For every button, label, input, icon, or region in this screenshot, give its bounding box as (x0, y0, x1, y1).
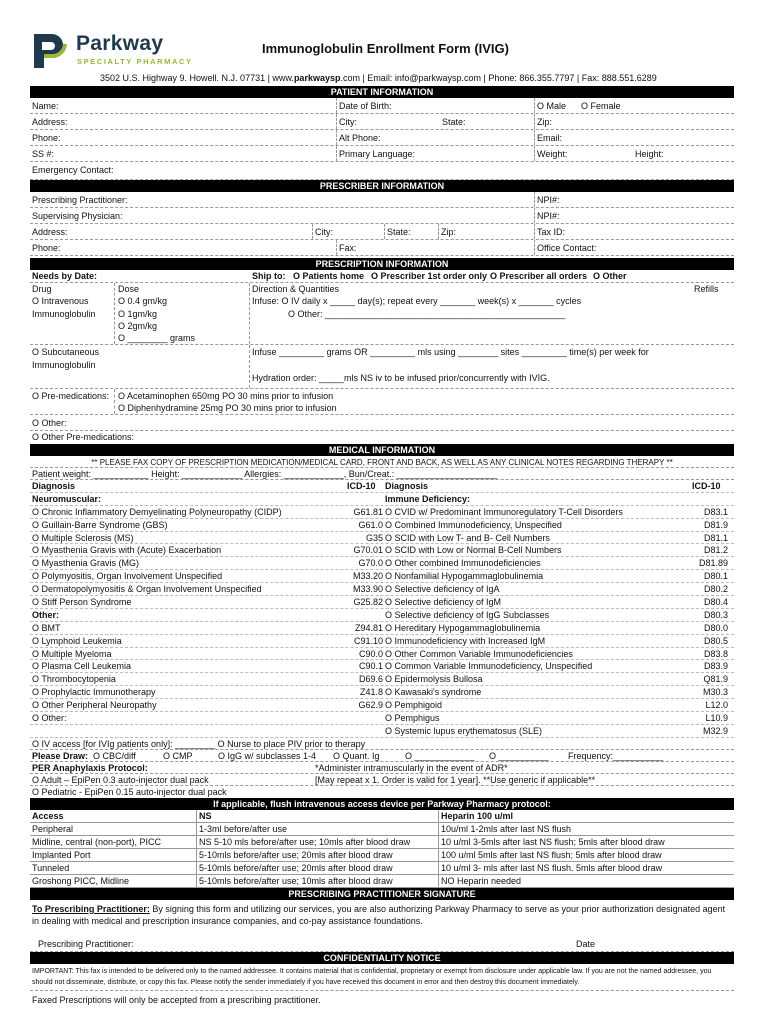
npi-field-1[interactable]: NPI#: (537, 195, 560, 205)
patient-row-3 (30, 130, 734, 146)
right-icd: Q81.9 (703, 674, 728, 685)
dose-2g-radio[interactable]: O 2gm/kg (118, 321, 158, 331)
heparin-instruction: 100 u/ml 5mls after last NS flush; 5mls after blood draw (441, 849, 662, 860)
sc-drug-label: Immunoglobulin (32, 360, 96, 370)
dose-grams-radio[interactable]: O ________ grams (118, 333, 196, 343)
left-diagnosis[interactable]: O Multiple Sclerosis (MS) (32, 532, 134, 543)
draw-other-2[interactable]: O __________ (489, 750, 549, 761)
tax-id-field[interactable]: Tax ID: (537, 227, 566, 237)
other-field[interactable]: O Other: (32, 418, 67, 428)
anaphylaxis-note-2: [May repeat x 1. Order is valid for 1 year]. **Use generic if applicable** (315, 774, 596, 785)
flush-section-header: If applicable, flush intravenous access device per Parkway Pharmacy protocol: (30, 798, 734, 810)
ns-instruction: 5-10mls before/after use; 10mls after blood draw (199, 875, 393, 886)
right-diagnosis[interactable]: O Selective deficiency of IgG Subclasses (385, 609, 550, 620)
iv-access-row (30, 738, 734, 750)
diagnosis-row (30, 609, 734, 622)
anaphylaxis-note-1: *Administer intramuscularly in the event of ADR* (315, 762, 508, 773)
anaphylaxis-row-3 (30, 786, 734, 798)
epipen-pediatric-radio[interactable]: O Pediatric - EpiPen 0.15 auto-injector dual pack (32, 786, 227, 797)
right-diagnosis[interactable]: O Immunodeficiency with Increased IgM (385, 635, 546, 646)
diag-category-row (30, 493, 734, 506)
pharmacy-address: 3502 U.S. Highway 9. Howell. N.J. 07731 | www.parkwaysp.com | Email: info@parkwaysp.com | Phone: 866.355.7797 | Fax: 888.551.6289 (100, 73, 657, 83)
right-diagnosis[interactable]: O Systemic lupus erythematosus (SLE) (385, 725, 543, 736)
premed-diphenhydramine[interactable]: O Diphenhydramine 25mg PO 30 mins prior to infusion (118, 403, 337, 413)
height-field[interactable]: Height: (635, 149, 664, 159)
right-icd: L10.9 (705, 713, 728, 724)
right-icd: D81.9 (703, 519, 728, 530)
left-diagnosis[interactable]: O Myasthenia Gravis (MG) (32, 558, 140, 569)
flush-col-heparin: Heparin 100 u/ml (441, 810, 514, 821)
diagnosis-row (30, 673, 734, 686)
diagnosis-row (30, 622, 734, 635)
left-icd: M33.90 (352, 584, 383, 595)
left-icd: Z94.81 (354, 622, 383, 633)
right-icd: D81.1 (703, 532, 728, 543)
flush-table-row (30, 823, 734, 836)
anaphylaxis-label: PER Anaphylaxis Protocol: (32, 762, 148, 773)
ns-instruction: 1-3ml before/after use (199, 823, 288, 834)
dob-field[interactable]: Date of Birth: (339, 101, 392, 111)
prescribing-practitioner-field[interactable]: Prescribing Practitioner: (32, 195, 128, 205)
draw-quant-radio[interactable]: O Quant. Ig (333, 750, 380, 761)
ns-instruction: 5-10mls before/after use; 20mls after blood draw (199, 849, 393, 860)
left-diagnosis[interactable]: O Guillain-Barre Syndrome (GBS) (32, 519, 168, 530)
heparin-instruction: 10 u/ml 3-5mls after last NS flush; 5mls after blood draw (441, 836, 665, 847)
draw-igg-radio[interactable]: O IgG w/ subclasses 1-4 (218, 750, 317, 761)
signature-section-header: PRESCRIBING PRACTITIONER SIGNATURE (30, 888, 734, 900)
ship-prescriber-first-radio[interactable]: O Prescriber 1st order only (371, 271, 488, 281)
diagnosis-row (30, 544, 734, 557)
confidentiality-section-header: CONFIDENTIALITY NOTICE (30, 952, 734, 964)
left-diagnosis[interactable]: O Prophylactic Immunotherapy (32, 687, 156, 698)
npi-field-2[interactable]: NPI#: (537, 211, 560, 221)
diagnosis-header-left: Diagnosis (32, 481, 76, 491)
diagnosis-row (30, 725, 734, 738)
right-diagnosis[interactable]: O Pemphigus (385, 713, 440, 724)
iv-block (30, 283, 734, 345)
ship-row (30, 270, 734, 283)
infuse-other[interactable]: O Other: ________________________________________________ (288, 309, 566, 319)
left-diagnosis: Other: (32, 609, 59, 620)
heparin-instruction: 10u/ml 1-2mls after last NS flush (441, 823, 572, 834)
right-diagnosis[interactable]: O Epidermolysis Bullosa (385, 674, 483, 685)
needs-by-date-field[interactable]: Needs by Date: (32, 271, 98, 281)
city-field[interactable]: City: (339, 117, 357, 127)
left-diagnosis[interactable]: O Thrombocytopenia (32, 674, 116, 685)
direction-header: Direction & Quantities (252, 284, 340, 294)
signature-date[interactable]: Date (576, 938, 596, 949)
left-icd: G70.0 (358, 558, 383, 569)
right-diagnosis[interactable]: O Selective deficiency of IgM (385, 597, 502, 608)
left-diagnosis[interactable]: O Other Peripheral Neuropathy (32, 700, 157, 711)
diagnosis-list (30, 506, 734, 738)
flush-table-body (30, 823, 734, 888)
dose-1g-radio[interactable]: O 1gm/kg (118, 309, 158, 319)
ss-field[interactable]: SS #: (32, 149, 55, 159)
right-icd: M32.9 (702, 725, 728, 736)
left-diagnosis[interactable]: O BMT (32, 622, 61, 633)
male-radio[interactable]: O Male (537, 101, 567, 111)
flush-col-ns: NS (199, 810, 212, 821)
right-diagnosis[interactable]: O Nonfamilial Hypogammaglobulinemia (385, 571, 544, 582)
diagnosis-row (30, 635, 734, 648)
parkway-logo-icon (30, 30, 68, 72)
confidentiality-text: IMPORTANT: This fax is intended to be delivered only to the named addressee. It contains material that is confidential, proprietary or exempt from disclosure under applicable law. If you are not the named addressee, you should not disseminate, distribute, or copy this fax. Please notify the sender immediately if you have received this document in error and then destroy this document immediately. (30, 964, 734, 991)
left-diagnosis[interactable]: O Chronic Inflammatory Demyelinating Polyneuropathy (CIDP) (32, 506, 282, 517)
ns-instruction: 5-10mls before/after use; 20mls after blood draw (199, 862, 393, 873)
diagnosis-row (30, 532, 734, 545)
vitals-row (30, 468, 734, 480)
flush-table-row (30, 862, 734, 875)
left-icd: G35 (365, 532, 383, 543)
diagnosis-row (30, 583, 734, 596)
draw-cmp-radio[interactable]: O CMP (163, 750, 193, 761)
premed-radio[interactable]: O Pre-medications: (32, 391, 110, 401)
weight-field[interactable]: Weight: (537, 149, 568, 159)
medical-section-header: MEDICAL INFORMATION (30, 444, 734, 456)
ship-prescriber-all-radio[interactable]: O Prescriber all orders (490, 271, 588, 281)
diagnosis-row (30, 596, 734, 609)
female-radio[interactable]: O Female (581, 101, 621, 111)
left-diagnosis[interactable]: O Myasthenia Gravis with (Acute) Exacerbation (32, 545, 222, 556)
access-type: Groshong PICC, Midline (32, 875, 130, 886)
form-body (30, 86, 734, 1009)
left-diagnosis[interactable]: O Polymyositis, Organ Involvement Unspecified (32, 571, 223, 582)
left-diagnosis[interactable]: O Plasma Cell Leukemia (32, 661, 132, 672)
alt-phone-field[interactable]: Alt Phone: (339, 133, 381, 143)
email-field[interactable]: Email: (537, 133, 563, 143)
diagnosis-row (30, 699, 734, 712)
heparin-instruction: NO Heparin needed (441, 875, 522, 886)
anaphylaxis-row-1 (30, 762, 734, 774)
right-diagnosis[interactable]: O Pemphigoid (385, 700, 443, 711)
prescriber-section-header: PRESCRIBER INFORMATION (30, 180, 734, 192)
right-icd: M30.3 (702, 687, 728, 698)
right-diagnosis[interactable]: O Other Common Variable Immunodeficiencies (385, 648, 573, 659)
iv-drug-label: Immunoglobulin (32, 309, 96, 319)
diagnosis-row (30, 557, 734, 570)
flush-table-row (30, 836, 734, 849)
patient-section-header: PATIENT INFORMATION (30, 86, 734, 98)
left-diagnosis[interactable]: O Multiple Myeloma (32, 648, 112, 659)
medical-notice-row (30, 456, 734, 468)
right-diagnosis[interactable]: O CVID w/ Predominant Immunoregulatory T-Cell Disorders (385, 506, 623, 517)
prescriber-row-3 (30, 224, 734, 240)
prescriber-state-field[interactable]: State: (387, 227, 411, 237)
ns-instruction: NS 5-10 mls before/after use; 10mls after blood draw (199, 836, 411, 847)
left-icd: D69.6 (358, 674, 383, 685)
address-field[interactable]: Address: (32, 117, 68, 127)
patient-vitals-fields[interactable]: Patient weight: ___________ Height: ____________ Allergies: ____________, Bun/Creat.: ____________________ (32, 469, 497, 479)
right-diagnosis[interactable]: O Kawasaki's syndrome (385, 687, 482, 698)
heparin-instruction: 10 u/ml 3- mls after last NS flush. 5mls after blood draw (441, 862, 663, 873)
right-icd: D83.8 (703, 648, 728, 659)
name-field[interactable]: Name: (32, 101, 59, 111)
patient-row-2 (30, 114, 734, 130)
flush-col-access: Access (32, 810, 64, 821)
left-icd: G62.9 (358, 700, 383, 711)
left-icd: Z41.8 (359, 687, 383, 698)
right-diagnosis[interactable]: O SCID with Low or Normal B-Cell Numbers (385, 545, 562, 556)
right-diagnosis[interactable]: O Other combined Immunodeficiencies (385, 558, 541, 569)
left-icd: G25.82 (353, 597, 383, 608)
left-icd: C90.0 (358, 648, 383, 659)
right-icd: D80.4 (703, 597, 728, 608)
ship-other-radio[interactable]: O Other (593, 271, 627, 281)
refills-header: Refills (694, 284, 719, 294)
diagnosis-row (30, 519, 734, 532)
right-diagnosis[interactable]: O SCID with Low T- and B- Cell Numbers (385, 532, 550, 543)
draw-other-1[interactable]: O ____________ (405, 750, 475, 761)
signature-row (30, 930, 734, 952)
dose-header: Dose (118, 284, 140, 294)
right-icd: D80.5 (703, 635, 728, 646)
icd-header-left: ICD-10 (347, 481, 376, 491)
diagnosis-row (30, 570, 734, 583)
right-icd: D83.1 (703, 506, 728, 517)
infuse-iv-daily[interactable]: Infuse: O IV daily x _____ day(s); repeat every _______ week(s) x _______ cycles (252, 296, 582, 306)
hydration-order[interactable]: Hydration order: _____mls NS iv to be infused prior/concurrently with IVIG. (252, 373, 550, 383)
right-icd: L12.0 (705, 700, 728, 711)
access-type: Tunneled (32, 862, 70, 873)
right-icd: D81.2 (703, 545, 728, 556)
lab-draw-row (30, 750, 734, 762)
anaphylaxis-row-2 (30, 774, 734, 786)
prescriber-address-field[interactable]: Address: (32, 227, 68, 237)
supervising-physician-field[interactable]: Supervising Physician: (32, 211, 123, 221)
iv-access-field[interactable]: O IV access [for IVIg patients only]: ________ O Nurse to place PIV prior to therapy (32, 738, 366, 749)
left-diagnosis[interactable]: O Other: (32, 713, 67, 724)
frequency-field[interactable]: Frequency:__________ (568, 750, 664, 761)
diagnosis-row (30, 506, 734, 519)
diagnosis-row (30, 686, 734, 699)
zip-field[interactable]: Zip: (537, 117, 553, 127)
right-icd: D81.89 (698, 558, 728, 569)
right-diagnosis[interactable]: O Common Variable Immunodeficiency, Unspecified (385, 661, 593, 672)
left-diagnosis[interactable]: O Dermatopolymyositis & Organ Involvement Unspecified (32, 584, 262, 595)
signature-text: To Prescribing Practitioner: By signing this form and utilizing our services, you are also authorizing Parkway Pharmacy to serve as your prior authorization designated agent in dealing with medical and prescription insurance companies, and co-pay assistance foundations. (32, 903, 726, 926)
diagnosis-row (30, 712, 734, 725)
fax-footer: Faxed Prescriptions will only be accepted from a prescribing practitioner. (32, 994, 321, 1005)
patient-row-4 (30, 146, 734, 162)
other-premed-field[interactable]: O Other Pre-medications: (32, 432, 135, 442)
please-draw-label: Please Draw: (32, 750, 89, 761)
prescribing-practitioner-signature[interactable]: Prescribing Practitioner: (38, 938, 134, 949)
access-type: Implanted Port (32, 849, 91, 860)
flush-table-row (30, 849, 734, 862)
right-icd: D80.0 (703, 622, 728, 633)
drug-header: Drug (32, 284, 52, 294)
left-icd: C91.10 (353, 635, 383, 646)
patient-row-5 (30, 162, 734, 180)
left-icd: C90.1 (358, 661, 383, 672)
left-icd: M33.20 (352, 571, 383, 582)
premed-acetaminophen[interactable]: O Acetaminophen 650mg PO 30 mins prior to infusion (118, 391, 334, 401)
state-field[interactable]: State: (442, 117, 466, 127)
draw-cbc-radio[interactable]: O CBC/diff (93, 750, 136, 761)
premed-block (30, 389, 734, 415)
prescriber-fax-field[interactable]: Fax: (339, 243, 357, 253)
prescriber-row-1 (30, 192, 734, 208)
epipen-adult-radio[interactable]: O Adult – EpiPen 0.3 auto-injector dual pack (32, 774, 209, 785)
left-icd: G70.01 (353, 545, 383, 556)
form-title: Immunoglobulin Enrollment Form (IVIG) (262, 41, 509, 56)
prescriber-phone-field[interactable]: Phone: (32, 243, 61, 253)
phone-field[interactable]: Phone: (32, 133, 61, 143)
sc-infuse[interactable]: Infuse _________ grams OR _________ mls using ________ sites _________ time(s) per week for (252, 347, 649, 357)
prescriber-row-4 (30, 240, 734, 256)
right-diagnosis[interactable]: O Selective deficiency of IgA (385, 584, 500, 595)
neuromuscular-label: Neuromuscular: (32, 493, 102, 504)
brand-subtitle: SPECIALTY PHARMACY (77, 57, 193, 66)
ship-to-label: Ship to: (252, 271, 286, 281)
patient-row-1 (30, 98, 734, 114)
diag-header-row (30, 480, 734, 493)
language-field[interactable]: Primary Language: (339, 149, 416, 159)
other-premed-row (30, 431, 734, 444)
left-diagnosis[interactable]: O Lymphoid Leukemia (32, 635, 122, 646)
immune-deficiency-label: Immune Deficiency: (385, 493, 471, 504)
prescriber-city-field[interactable]: City: (315, 227, 333, 237)
sc-block (30, 345, 734, 389)
office-contact-field[interactable]: Office Contact: (537, 243, 597, 253)
prescriber-zip-field[interactable]: Zip: (441, 227, 457, 237)
prescription-section-header: PRESCRIPTION INFORMATION (30, 258, 734, 270)
brand-name: Parkway (76, 32, 164, 55)
dose-04-radio[interactable]: O 0.4 gm/kg (118, 296, 168, 306)
access-type: Midline, central (non-port), PICC (32, 836, 162, 847)
icd-header-right: ICD-10 (692, 481, 721, 491)
left-icd: G61.0 (358, 519, 383, 530)
right-icd: D83.9 (703, 661, 728, 672)
emergency-contact-field[interactable]: Emergency Contact: (32, 165, 114, 175)
right-diagnosis[interactable]: O Hereditary Hypogammaglobulinemia (385, 622, 541, 633)
parkway-logo (30, 30, 270, 72)
prescriber-row-2 (30, 208, 734, 224)
diagnosis-row (30, 660, 734, 673)
diagnosis-row (30, 648, 734, 661)
flush-table-header (30, 810, 734, 823)
right-icd: D80.1 (703, 571, 728, 582)
sc-drug-radio[interactable]: O Subcutaneous (32, 347, 100, 357)
medical-notice: ** PLEASE FAX COPY OF PRESCRIPTION MEDICATION/MEDICAL CARD, FRONT AND BACK, AS WELL AS ANY CLINICAL NOTES REGARDING THERAPY ** (91, 458, 673, 467)
other-row (30, 415, 734, 431)
iv-drug-radio[interactable]: O Intravenous (32, 296, 89, 306)
diagnosis-header-right: Diagnosis (385, 481, 429, 491)
flush-table-row (30, 875, 734, 888)
ship-patient-radio[interactable]: O Patients home (293, 271, 365, 281)
right-icd: D80.2 (703, 584, 728, 595)
left-icd: G61.81 (353, 506, 383, 517)
access-type: Peripheral (32, 823, 74, 834)
right-icd: D80.3 (703, 609, 728, 620)
left-diagnosis[interactable]: O Stiff Person Syndrome (32, 597, 132, 608)
right-diagnosis[interactable]: O Combined Immunodeficiency, Unspecified (385, 519, 562, 530)
